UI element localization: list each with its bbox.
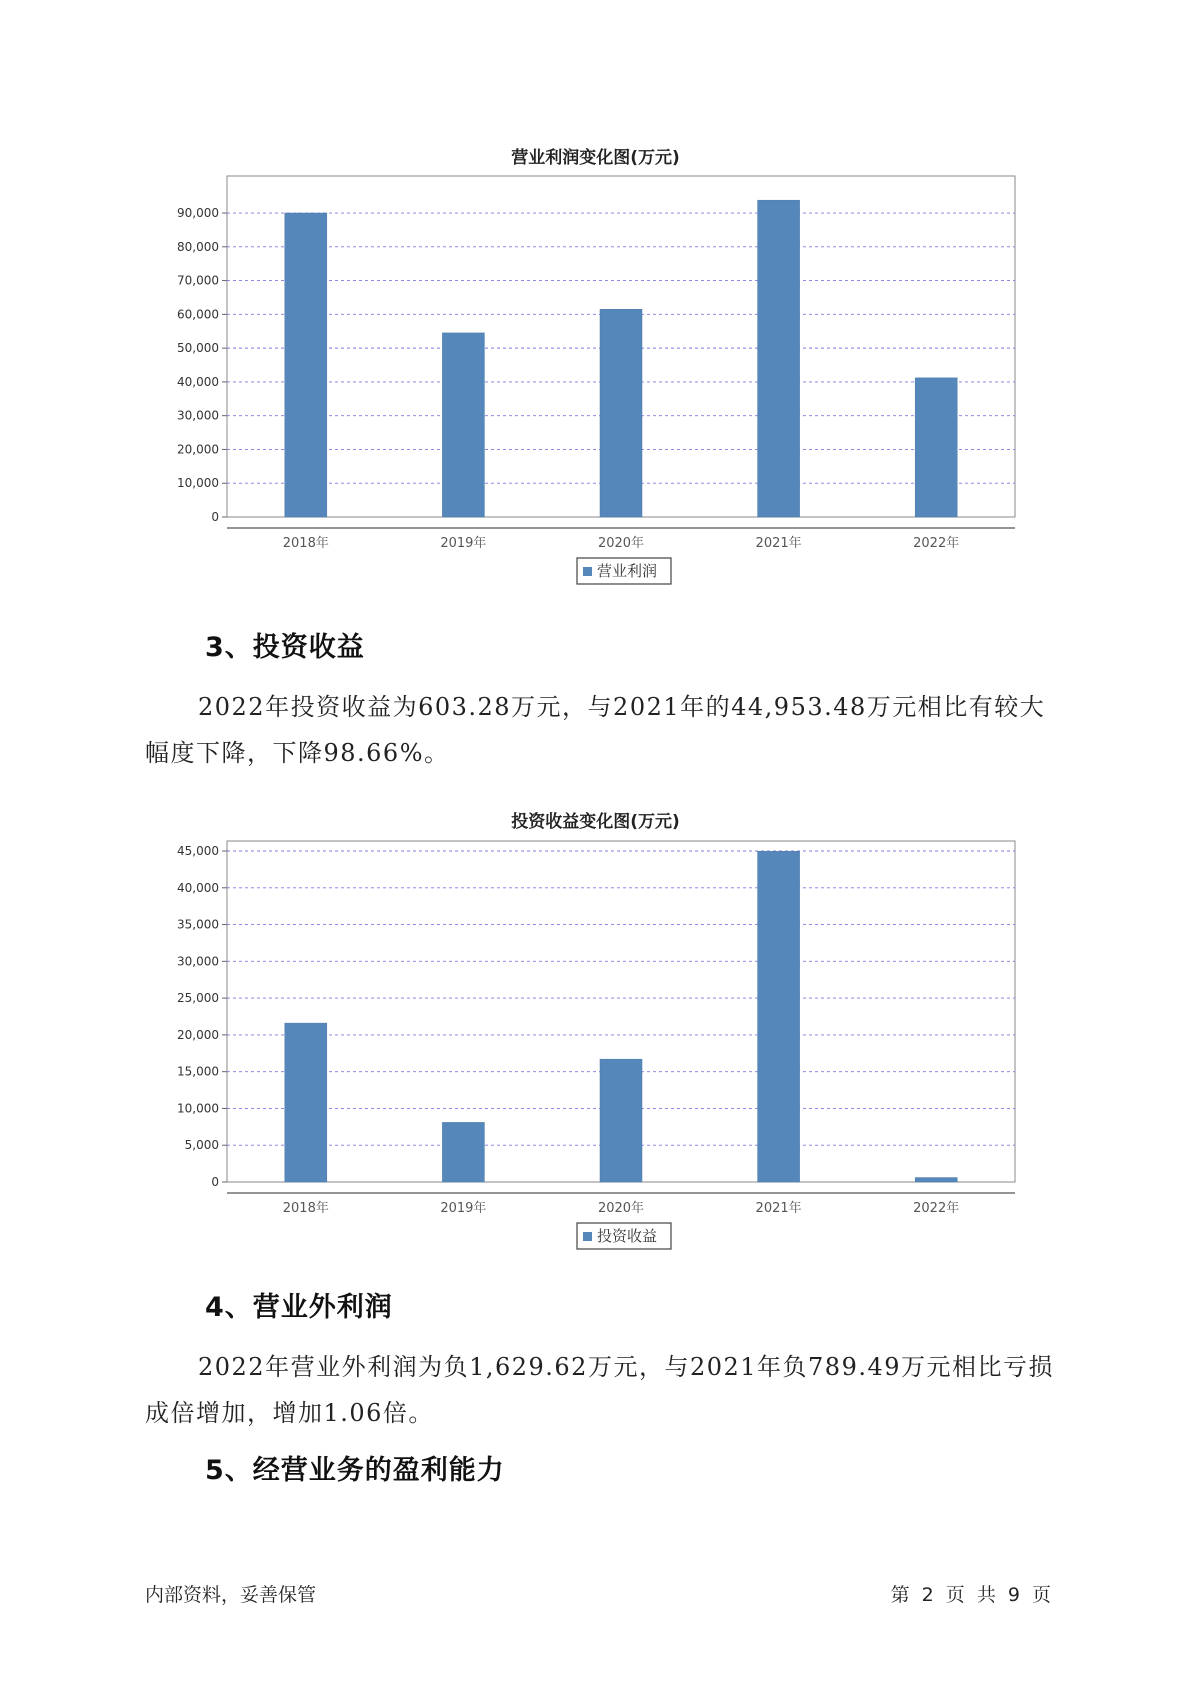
section-heading-investment-income: 3、投资收益 <box>205 632 365 663</box>
y-tick-label: 30,000 <box>177 954 219 969</box>
footer-confidential-note: 内部资料，妥善保管 <box>145 1584 317 1606</box>
y-tick-label: 5,000 <box>184 1138 219 1153</box>
chart-title-operating-profit: 营业利润变化图(万元) <box>511 148 680 168</box>
y-tick-label: 20,000 <box>177 442 219 457</box>
y-tick-label: 45,000 <box>177 844 219 858</box>
bar-2022年 <box>915 1178 957 1182</box>
section-heading-operating-profitability: 5、经营业务的盈利能力 <box>205 1455 505 1486</box>
section-paragraph-non-operating-profit: 2022年营业外利润为负1,629.62万元，与2021年负789.49万元相比亏损成倍增加，增加1.06倍。 <box>145 1353 1055 1427</box>
bar-2020年 <box>600 309 642 517</box>
x-tick-label: 2021年 <box>755 1201 802 1216</box>
y-tick-label: 0 <box>211 1175 219 1189</box>
x-tick-label: 2022年 <box>913 536 960 551</box>
bar-2019年 <box>442 1122 484 1182</box>
operating-profit-chart <box>0 160 1191 610</box>
x-tick-label: 2019年 <box>440 536 487 551</box>
y-tick-label: 30,000 <box>177 408 219 423</box>
bar-2018年 <box>285 213 327 517</box>
y-tick-label: 90,000 <box>177 206 219 221</box>
bar-2021年 <box>758 200 800 517</box>
y-tick-label: 35,000 <box>177 917 219 932</box>
bar-2021年 <box>758 851 800 1182</box>
y-tick-label: 50,000 <box>177 341 219 356</box>
y-tick-label: 40,000 <box>177 880 219 895</box>
y-tick-label: 60,000 <box>177 307 219 322</box>
bar-2019年 <box>442 333 484 517</box>
footer-page-number: 第 2 页 共 9 页 <box>890 1584 1051 1606</box>
y-tick-label: 10,000 <box>177 1101 219 1116</box>
bar-2022年 <box>915 378 957 517</box>
x-tick-label: 2019年 <box>440 1201 487 1216</box>
legend-swatch <box>583 1232 592 1241</box>
legend <box>577 1223 671 1249</box>
x-tick-label: 2020年 <box>597 536 645 551</box>
legend <box>577 558 671 584</box>
section-heading-non-operating-profit: 4、营业外利润 <box>205 1292 393 1323</box>
y-tick-label: 80,000 <box>177 239 219 254</box>
section-paragraph-investment-income: 2022年投资收益为603.28万元，与2021年的44,953.48万元相比有较大幅度下降，下降98.66%。 <box>145 693 1046 767</box>
y-tick-label: 10,000 <box>177 476 219 491</box>
x-tick-label: 2018年 <box>282 536 329 551</box>
legend-label: 营业利润 <box>597 562 658 580</box>
y-tick-label: 20,000 <box>177 1027 219 1042</box>
y-tick-label: 15,000 <box>177 1064 219 1079</box>
chart-title-investment-income: 投资收益变化图(万元) <box>511 812 680 832</box>
bar-2020年 <box>600 1059 642 1182</box>
y-tick-label: 40,000 <box>177 374 219 389</box>
x-tick-label: 2021年 <box>755 536 802 551</box>
bar-2018年 <box>285 1023 327 1182</box>
x-tick-label: 2020年 <box>597 1201 645 1216</box>
x-tick-label: 2022年 <box>913 1201 960 1216</box>
legend-swatch <box>583 567 592 576</box>
y-tick-label: 70,000 <box>177 273 219 288</box>
investment-income-chart <box>0 825 1191 1255</box>
x-tick-label: 2018年 <box>282 1201 329 1216</box>
legend-label: 投资收益 <box>597 1227 658 1245</box>
y-tick-label: 0 <box>211 510 219 524</box>
y-tick-label: 25,000 <box>177 991 219 1006</box>
